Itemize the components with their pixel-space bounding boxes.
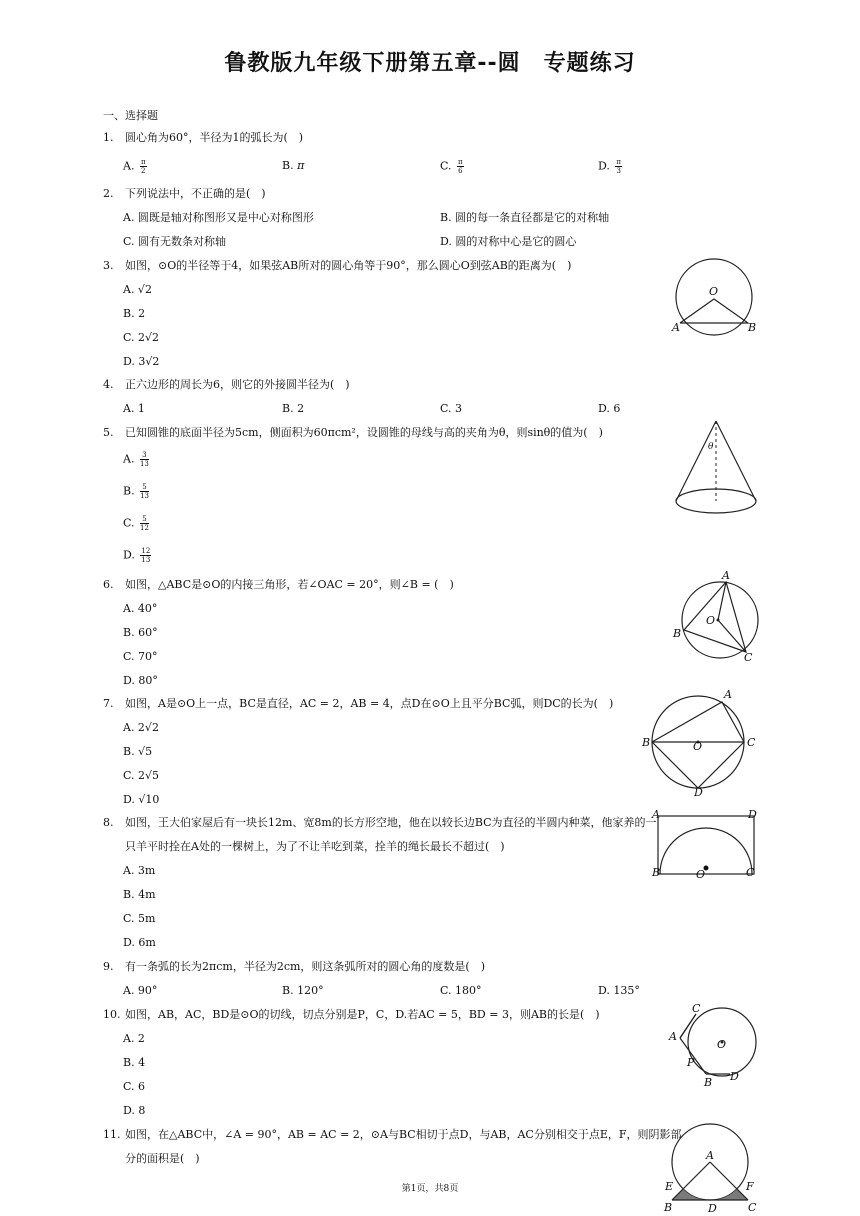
- q4-option-a[interactable]: A. 1: [123, 402, 145, 415]
- label-d: D: [748, 808, 757, 821]
- question-10: 10. 如图，AB，AC，BD是⊙O的切线，切点分别是P，C，D.若AC = 5，BD = 3，则AB的长是( ): [103, 1008, 600, 1021]
- q10-option-a[interactable]: A. 2: [123, 1032, 145, 1045]
- label-c: C: [744, 651, 753, 662]
- question-11: 11. 如图，在△ABC中，∠A = 90°，AB = AC = 2，⊙A与BC相切于点D，与AB，AC分别相交于点E，F，则阴影部: [103, 1128, 682, 1141]
- label-o: O: [693, 740, 703, 753]
- q10-option-d[interactable]: D. 8: [123, 1104, 146, 1117]
- q8-option-c[interactable]: C. 5m: [123, 912, 156, 925]
- figure-q6: [668, 568, 768, 662]
- question-7: 7. 如图，A是⊙O上一点，BC是直径，AC = 2，AB = 4，点D在⊙O上且平分BC弧，则DC的长为( ): [103, 697, 614, 710]
- label-o: O: [709, 285, 719, 298]
- q2-option-b[interactable]: B. 圆的每一条直径都是它的对称轴: [440, 211, 610, 224]
- label-d: D: [694, 786, 703, 798]
- figure-q10: [662, 1000, 762, 1092]
- q4-option-d[interactable]: D. 6: [598, 402, 621, 415]
- label-o: O: [717, 1038, 727, 1051]
- label-b: B: [664, 1201, 673, 1214]
- q5-option-d[interactable]: D. $\frac{12}{13}$: [123, 547, 151, 564]
- label-o: O: [696, 868, 706, 880]
- question-2: 2. 下列说法中，不正确的是( ): [103, 187, 266, 200]
- q9-option-d[interactable]: D. 135°: [598, 984, 640, 997]
- label-a: A: [669, 1030, 677, 1043]
- label-a: A: [706, 1149, 714, 1162]
- page-footer: 第1页，共8页: [401, 1184, 459, 1194]
- q6-option-d[interactable]: D. 80°: [123, 674, 158, 687]
- q4-option-b[interactable]: B. 2: [282, 402, 305, 415]
- q8-option-a[interactable]: A. 3m: [123, 864, 156, 877]
- label-f: F: [746, 1180, 754, 1193]
- label-c: C: [748, 1201, 757, 1214]
- q2-option-d[interactable]: D. 圆的对称中心是它的圆心: [440, 235, 577, 248]
- q3-option-b[interactable]: B. 2: [123, 307, 146, 320]
- label-a: A: [652, 808, 660, 821]
- label-o: O: [706, 614, 716, 627]
- label-e: E: [665, 1180, 674, 1193]
- question-8: 8. 如图，王大伯家屋后有一块长12m、宽8m的长方形空地，他在以较长边BC为直径的半圆内种菜，他家养的一: [103, 816, 657, 829]
- label-a: A: [724, 688, 732, 701]
- q3-option-d[interactable]: D. 3√2: [123, 355, 160, 368]
- q7-option-d[interactable]: D. √10: [123, 793, 160, 806]
- q3-option-c[interactable]: C. 2√2: [123, 331, 160, 344]
- question-11-cont: 分的面积是( ): [125, 1152, 200, 1165]
- q4-option-c[interactable]: C. 3: [440, 402, 463, 415]
- question-4: 4. 正六边形的周长为6，则它的外接圆半径为( ): [103, 378, 350, 391]
- q7-option-c[interactable]: C. 2√5: [123, 769, 160, 782]
- question-8-cont: 只羊平时拴在A处的一棵树上，为了不让羊吃到菜，拴羊的绳长最长不超过( ): [125, 840, 505, 853]
- label-b: B: [673, 627, 682, 640]
- q3-option-a[interactable]: A. √2: [123, 283, 152, 296]
- q9-option-a[interactable]: A. 90°: [123, 984, 158, 997]
- figure-q3: [668, 255, 768, 339]
- label-b: B: [642, 736, 651, 749]
- q2-option-a[interactable]: A. 圆既是轴对称图形又是中心对称图形: [123, 211, 314, 224]
- label-c: C: [692, 1002, 701, 1015]
- figure-q11: [660, 1118, 764, 1214]
- q6-option-b[interactable]: B. 60°: [123, 626, 158, 639]
- q7-option-b[interactable]: B. √5: [123, 745, 153, 758]
- question-9: 9. 有一条弧的长为2πcm，半径为2cm，则这条弧所对的圆心角的度数是( ): [103, 960, 485, 973]
- q9-option-c[interactable]: C. 180°: [440, 984, 482, 997]
- label-b: B: [748, 321, 757, 334]
- figure-q7: [640, 686, 764, 798]
- question-5: 5. 已知圆锥的底面半径为5cm，侧面积为60πcm²，设圆锥的母线与高的夹角为θ，则sinθ的值为( ): [103, 426, 603, 439]
- label-b: B: [652, 866, 661, 879]
- label-a: A: [672, 321, 680, 334]
- q2-option-c[interactable]: C. 圆有无数条对称轴: [123, 235, 227, 248]
- q6-option-c[interactable]: C. 70°: [123, 650, 158, 663]
- q7-option-a[interactable]: A. 2√2: [123, 721, 159, 734]
- label-d: D: [708, 1202, 717, 1214]
- q1-option-b[interactable]: B. π: [282, 159, 305, 172]
- q10-option-c[interactable]: C. 6: [123, 1080, 146, 1093]
- figure-q5-cone: [672, 415, 764, 521]
- label-theta: θ: [708, 442, 714, 452]
- label-a: A: [722, 569, 730, 582]
- label-c: C: [747, 736, 756, 749]
- q5-option-b[interactable]: B. $\frac{5}{13}$: [123, 483, 149, 500]
- section-heading: 一、选择题: [103, 109, 158, 122]
- q8-option-b[interactable]: B. 4m: [123, 888, 156, 901]
- q9-option-b[interactable]: B. 120°: [282, 984, 324, 997]
- q1-option-c[interactable]: C. $\frac{\pi}{6}$: [440, 158, 463, 175]
- q6-option-a[interactable]: A. 40°: [123, 602, 158, 615]
- q5-option-a[interactable]: A. $\frac{3}{13}$: [123, 451, 149, 468]
- question-1: 1. 圆心角为60°，半径为1的弧长为( ): [103, 131, 304, 144]
- q10-option-b[interactable]: B. 4: [123, 1056, 146, 1069]
- q8-option-d[interactable]: D. 6m: [123, 936, 156, 949]
- label-b: B: [704, 1076, 713, 1089]
- question-3: 3. 如图，⊙O的半径等于4，如果弦AB所对的圆心角等于90°，那么圆心O到弦AB的距离为( ): [103, 259, 572, 272]
- page-title: 鲁教版九年级下册第五章--圆 专题练习: [224, 51, 636, 76]
- question-6: 6. 如图，△ABC是⊙O的内接三角形，若∠OAC = 20°，则∠B = ( ): [103, 578, 454, 591]
- q1-option-a[interactable]: A. $\frac{\pi}{2}$: [123, 158, 146, 175]
- label-p: P: [687, 1056, 695, 1069]
- q1-option-d[interactable]: D. $\frac{\pi}{3}$: [598, 158, 622, 175]
- figure-q8: [650, 806, 762, 880]
- q5-option-c[interactable]: C. $\frac{5}{12}$: [123, 515, 149, 532]
- label-c: C: [746, 866, 755, 879]
- label-d: D: [730, 1070, 739, 1083]
